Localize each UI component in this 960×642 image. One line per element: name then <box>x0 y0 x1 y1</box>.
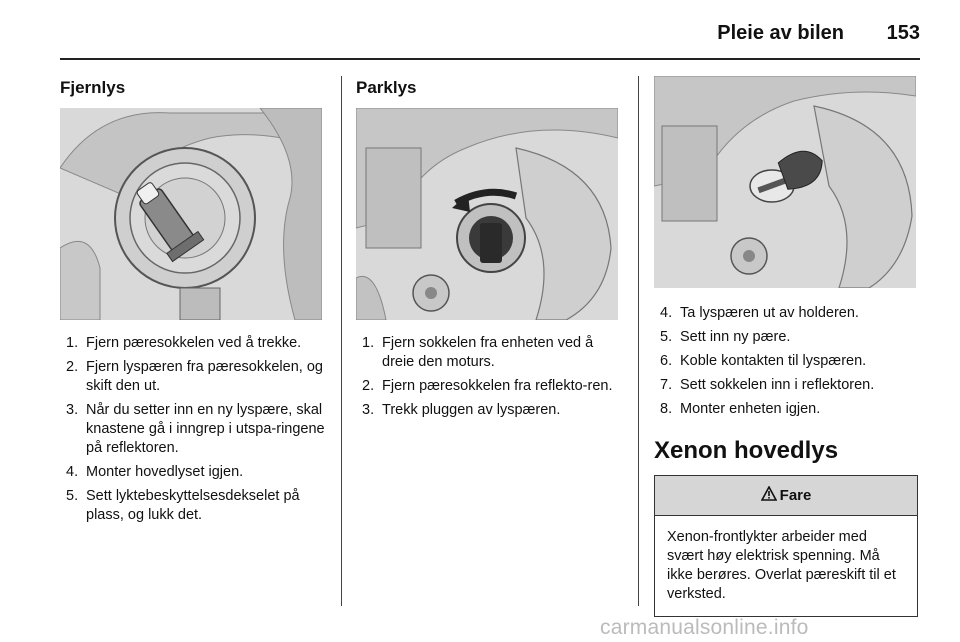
parking-light-illustration <box>356 108 618 320</box>
list-item: 5. Sett inn ny pære. <box>660 329 791 345</box>
warning-title: Fare <box>779 487 812 504</box>
list-item: 4. Monter hovedlyset igjen. <box>66 464 244 480</box>
list-item: 1. Fjern sokkelen fra enheten ved å dreie den moturs. <box>362 335 594 370</box>
warning-text: Xenon-frontlykter arbeider med svært høy elektrisk spenning. Må ikke berøres. Overlat pæreskift til et verksted. <box>667 529 896 602</box>
header-title: Pleie av bilen <box>717 22 844 44</box>
warning-header <box>655 476 917 516</box>
list-item: 5. Sett lyktebeskyttelsesdekselet på plass, og lukk det. <box>66 488 300 523</box>
column-continued <box>654 76 920 617</box>
list-item: 7. Sett sokkelen inn i reflektoren. <box>660 377 875 393</box>
page-number: 153 <box>886 22 920 44</box>
bulb-removal-illustration <box>654 76 916 288</box>
list-item: 2. Fjern pæresokkelen fra reflekto-ren. <box>362 378 613 394</box>
high-beam-illustration <box>60 108 322 320</box>
section-heading-fjernlys: Fjernlys <box>60 78 126 97</box>
list-item: 3. Når du setter inn en ny lyspære, skal knastene gå i inngrep i utspa-ringene på reflektoren. <box>66 402 325 456</box>
section-heading-xenon: Xenon hovedlys <box>654 437 839 464</box>
illustration-bulb-removal <box>654 76 916 288</box>
list-item: 3. Trekk pluggen av lyspæren. <box>362 402 561 418</box>
column-fjernlys <box>60 76 326 530</box>
column-parklys <box>356 76 622 425</box>
column-divider <box>638 76 639 606</box>
list-item: 8. Monter enheten igjen. <box>660 401 821 417</box>
section-heading-parklys: Parklys <box>356 78 417 97</box>
warning-triangle-icon <box>761 486 777 506</box>
step-list-continued <box>654 304 920 419</box>
illustration-high-beam-bulb <box>60 108 322 320</box>
illustration-parking-light-socket <box>356 108 618 320</box>
column-divider <box>341 76 342 606</box>
step-list-fjernlys <box>60 334 326 525</box>
list-item: 4. Ta lyspæren ut av holderen. <box>660 305 859 321</box>
list-item: 2. Fjern lyspæren fra pæresokkelen, og skift den ut. <box>66 359 323 394</box>
watermark: carmanualsonline.info <box>600 616 809 639</box>
step-list-parklys <box>356 334 622 420</box>
list-item: 1. Fjern pæresokkelen ved å trekke. <box>66 335 302 351</box>
list-item: 6. Koble kontakten til lyspæren. <box>660 353 867 369</box>
header-rule <box>60 58 920 60</box>
warning-box <box>654 475 918 617</box>
